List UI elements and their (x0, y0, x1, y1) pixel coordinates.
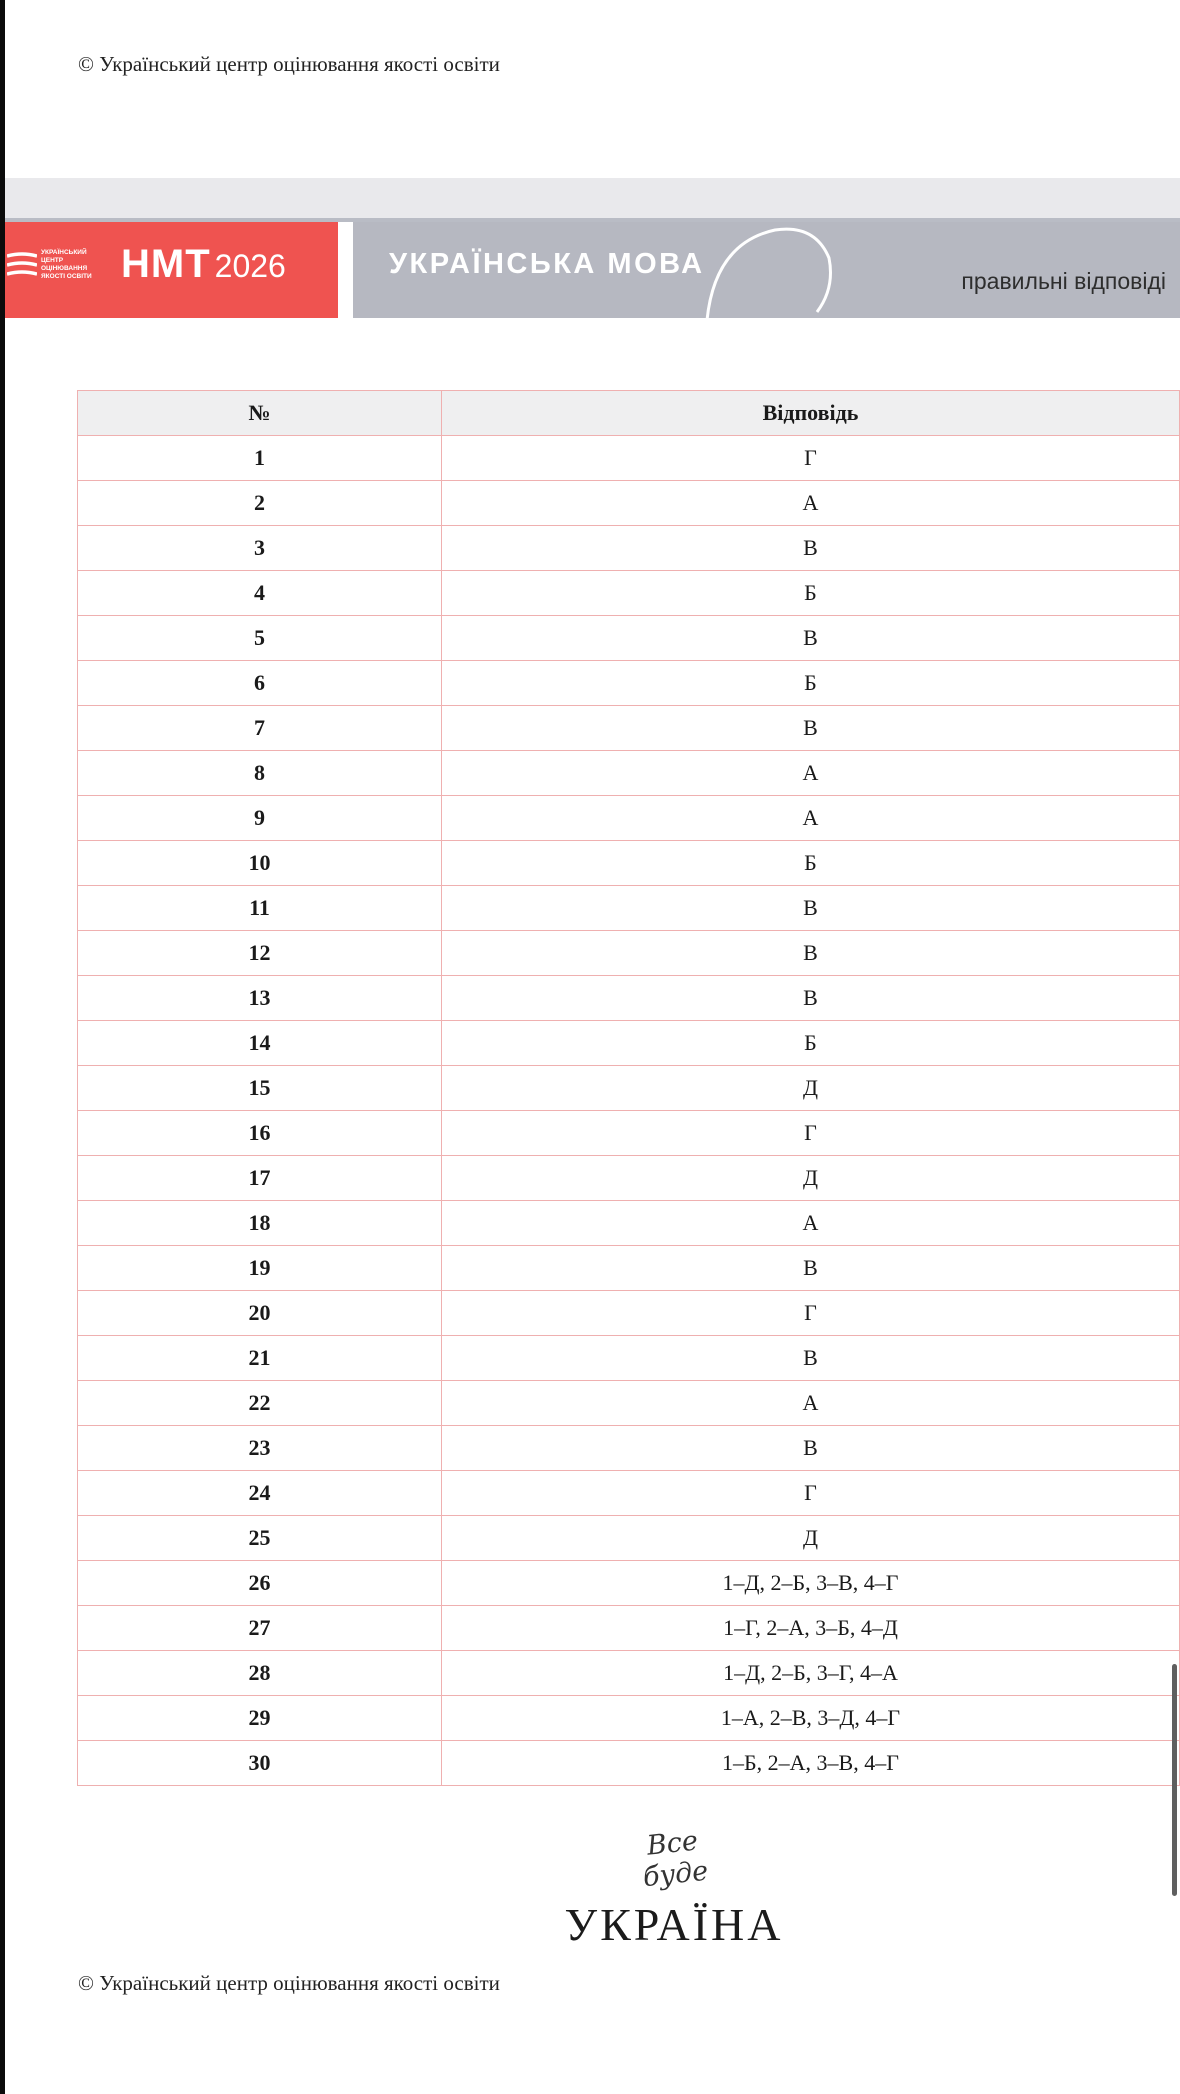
question-number: 9 (78, 796, 442, 841)
table-row (78, 1381, 1180, 1426)
answer-cell: 1–Б, 2–А, 3–В, 4–Г (442, 1741, 1180, 1786)
question-number: 15 (78, 1066, 442, 1111)
answers-subtitle: правильні відповіді (961, 268, 1166, 294)
table-row (78, 1471, 1180, 1516)
table-row (78, 931, 1180, 976)
table-row (78, 481, 1180, 526)
question-number: 19 (78, 1246, 442, 1291)
header-number: № (78, 391, 442, 436)
answer-cell: А (442, 751, 1180, 796)
test-title (121, 242, 286, 287)
question-number: 7 (78, 706, 442, 751)
table-row (78, 661, 1180, 706)
question-number: 20 (78, 1291, 442, 1336)
answer-cell: Б (442, 841, 1180, 886)
answer-cell: Д (442, 1066, 1180, 1111)
question-number: 23 (78, 1426, 442, 1471)
copyright-bottom: © Український центр оцінювання якості освіти (78, 1971, 500, 1995)
nmt-brand-block (5, 222, 338, 318)
question-number: 13 (78, 976, 442, 1021)
table-row (78, 1561, 1180, 1606)
table-row (78, 1201, 1180, 1246)
org-name: УКРАЇНСЬКИЙ ЦЕНТР ОЦІНЮВАННЯ ЯКОСТІ ОСВІТИ (41, 249, 92, 280)
table-row (78, 1291, 1180, 1336)
answer-cell: 1–Д, 2–Б, 3–В, 4–Г (442, 1561, 1180, 1606)
question-number: 4 (78, 571, 442, 616)
question-number: 17 (78, 1156, 442, 1201)
motto-country: УКРАЇНА (564, 1899, 784, 1950)
test-year: 2026 (214, 248, 286, 284)
question-number: 18 (78, 1201, 442, 1246)
answer-cell: 1–А, 2–В, 3–Д, 4–Г (442, 1696, 1180, 1741)
answers-table-body (78, 436, 1180, 1786)
question-number: 14 (78, 1021, 442, 1066)
question-number: 26 (78, 1561, 442, 1606)
table-row (78, 1516, 1180, 1561)
question-number: 8 (78, 751, 442, 796)
answer-cell: А (442, 1201, 1180, 1246)
answer-cell: В (442, 526, 1180, 571)
header-answer: Відповідь (442, 391, 1180, 436)
table-row (78, 1111, 1180, 1156)
table-row (78, 706, 1180, 751)
answer-cell: А (442, 796, 1180, 841)
table-row (78, 1696, 1180, 1741)
answer-cell: В (442, 1246, 1180, 1291)
question-number: 27 (78, 1606, 442, 1651)
table-row (78, 1606, 1180, 1651)
question-number: 21 (78, 1336, 442, 1381)
answer-cell: Б (442, 571, 1180, 616)
table-row (78, 571, 1180, 616)
table-row (78, 616, 1180, 661)
table-row (78, 1651, 1180, 1696)
question-number: 2 (78, 481, 442, 526)
answer-cell: Г (442, 1111, 1180, 1156)
table-header-row (78, 391, 1180, 436)
table-row (78, 886, 1180, 931)
page-gap (5, 178, 1180, 218)
answer-cell: Д (442, 1156, 1180, 1201)
question-number: 29 (78, 1696, 442, 1741)
motto (544, 1825, 804, 1951)
question-number: 10 (78, 841, 442, 886)
question-number: 5 (78, 616, 442, 661)
table-row (78, 751, 1180, 796)
answer-cell: Д (442, 1516, 1180, 1561)
answer-cell: В (442, 976, 1180, 1021)
question-number: 16 (78, 1111, 442, 1156)
answer-cell: А (442, 1381, 1180, 1426)
answer-cell: Г (442, 1291, 1180, 1336)
question-number: 6 (78, 661, 442, 706)
ucoyo-logo-icon (7, 250, 37, 290)
question-number: 30 (78, 1741, 442, 1786)
answer-cell: Б (442, 1021, 1180, 1066)
table-row (78, 1066, 1180, 1111)
subject-title: УКРАЇНСЬКА МОВА (389, 248, 705, 280)
question-number: 3 (78, 526, 442, 571)
question-number: 25 (78, 1516, 442, 1561)
table-row (78, 976, 1180, 1021)
table-row (78, 1246, 1180, 1291)
copyright-top: © Український центр оцінювання якості освіти (78, 52, 500, 76)
table-row (78, 1156, 1180, 1201)
answer-cell: Б (442, 661, 1180, 706)
answer-cell: Г (442, 436, 1180, 481)
motto-script: Все буде (641, 1825, 710, 1894)
answer-cell: В (442, 886, 1180, 931)
header-banner (5, 218, 1180, 320)
question-number: 22 (78, 1381, 442, 1426)
answers-table (77, 390, 1180, 1786)
scrollbar[interactable] (1172, 1664, 1177, 1896)
table-row (78, 526, 1180, 571)
decorative-arc (705, 218, 845, 320)
question-number: 28 (78, 1651, 442, 1696)
answer-cell: 1–Д, 2–Б, 3–Г, 4–А (442, 1651, 1180, 1696)
answer-cell: В (442, 1426, 1180, 1471)
table-row (78, 436, 1180, 481)
table-row (78, 1336, 1180, 1381)
answer-cell: 1–Г, 2–А, 3–Б, 4–Д (442, 1606, 1180, 1651)
question-number: 11 (78, 886, 442, 931)
question-number: 24 (78, 1471, 442, 1516)
table-row (78, 1741, 1180, 1786)
table-row (78, 1426, 1180, 1471)
table-row (78, 1021, 1180, 1066)
table-row (78, 841, 1180, 886)
test-name: НМТ (121, 242, 211, 286)
question-number: 1 (78, 436, 442, 481)
answer-cell: А (442, 481, 1180, 526)
answer-cell: В (442, 616, 1180, 661)
answer-cell: Г (442, 1471, 1180, 1516)
answer-cell: В (442, 1336, 1180, 1381)
answer-cell: В (442, 706, 1180, 751)
question-number: 12 (78, 931, 442, 976)
table-row (78, 796, 1180, 841)
answer-cell: В (442, 931, 1180, 976)
